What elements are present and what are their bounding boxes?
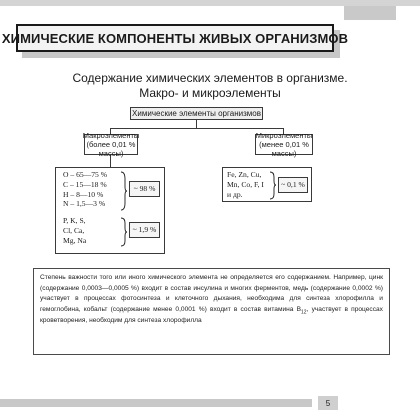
paragraph-text-end: , участвует в процессах кроветворения, необходим для синтеза хлорофилла: [40, 306, 383, 324]
connector-horizontal: [110, 128, 284, 129]
list-item: H – 8—10 %: [63, 189, 104, 199]
list-item: Cl, Ca,: [63, 225, 85, 235]
micro-node: [255, 131, 313, 158]
diagram-title-line2: Макро- и микроэлементы: [139, 86, 281, 100]
macro-group2-list: [63, 216, 86, 245]
list-item: Mg, Na: [63, 235, 87, 245]
macro-group1-brace: [120, 171, 128, 211]
page-number: 5: [325, 398, 331, 408]
root-node: [130, 107, 263, 120]
root-node-label: Химические элементы организмов: [132, 109, 261, 118]
info-paragraph-box: [33, 268, 390, 355]
macro-group1-list: [63, 170, 107, 209]
top-decor-tab: [344, 6, 396, 20]
macro-group2-brace: [120, 217, 128, 247]
micro-group-total-box: [278, 177, 308, 193]
list-item: P, K, S,: [63, 216, 86, 225]
list-item: Fe, Zn, Cu,: [227, 170, 262, 179]
micro-group-list: [227, 170, 264, 199]
macro-title: Макроэлементы: [82, 131, 140, 140]
macro-node: [82, 131, 140, 158]
list-item: N – 1,5—3 %: [63, 199, 106, 209]
micro-group-total: ~ 0,1 %: [281, 180, 305, 190]
macro-subtitle: (более 0,01 % массы): [86, 140, 136, 158]
diagram-title-line1: Содержание химических элементов в организме.: [72, 71, 348, 85]
micro-subtitle: (менее 0,01 % массы): [259, 140, 309, 158]
page-number-box: [318, 396, 338, 410]
chapter-title: ХИМИЧЕСКИЕ КОМПОНЕНТЫ ЖИВЫХ ОРГАНИЗМОВ: [1, 30, 349, 46]
macro-group2-total: ~ 1,9 %: [132, 225, 157, 235]
list-item: Mn, Co, F, I: [227, 179, 264, 189]
bottom-decor-bar: [0, 399, 312, 407]
list-item: C – 15—18 %: [63, 179, 107, 189]
macro-group2-total-box: [129, 222, 160, 238]
macro-group1-total-box: [129, 181, 160, 197]
micro-group-brace: [269, 171, 277, 200]
paragraph-subscript: 12: [301, 309, 307, 316]
connector-root-down: [196, 120, 197, 128]
list-item: O – 65—75 %: [63, 170, 108, 179]
list-item: и др.: [227, 189, 243, 199]
macro-group1-total: ~ 98 %: [133, 184, 156, 194]
micro-title: Микроэлементы: [255, 131, 313, 140]
paragraph-text: Степень важности того или иного химического элемента не определяется его содержанием. Например, цинк (содержание 0,0003—0,0005 %) входит в состав инсулина и многих ферментов, медь (содержание 0,0002 %) участвует в процессах фотосинтеза и клеточного дыхания, необходима для синтеза хлорофилла и гемоглобина, кобальт (содержание менее 0,0001 %) входит в состав витамина B: [40, 274, 383, 314]
chapter-header: [1, 24, 349, 52]
